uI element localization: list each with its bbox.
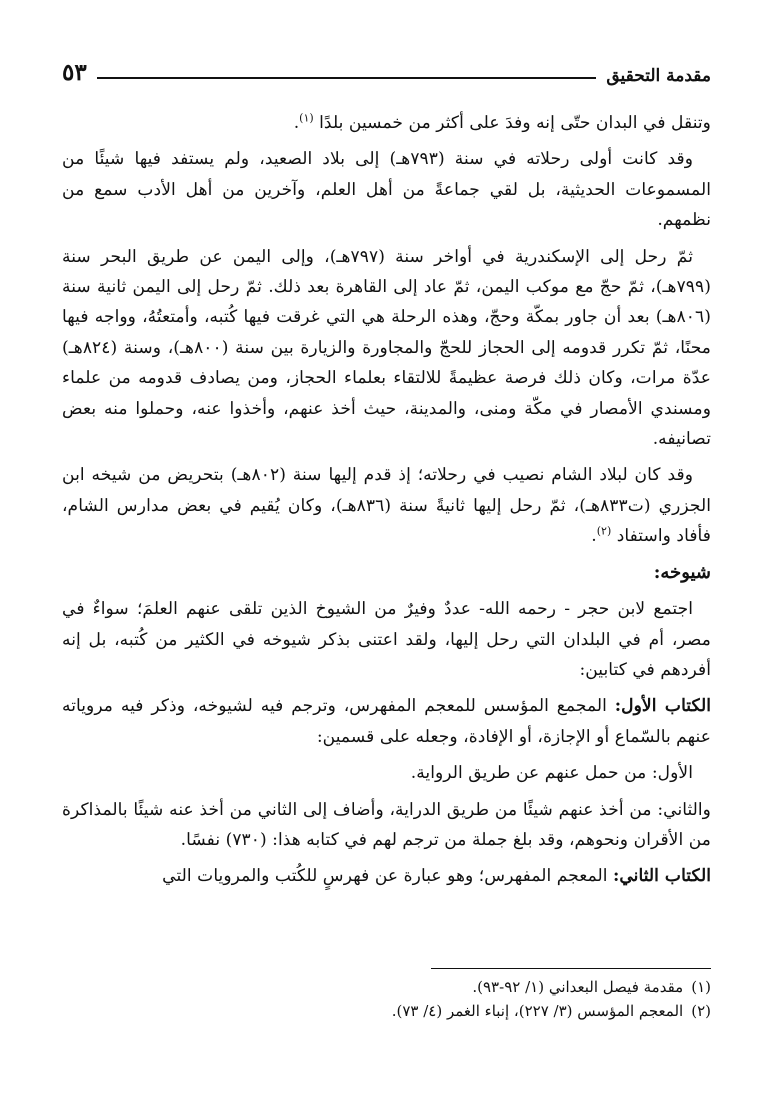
paragraph-first-journey: وقد كانت أولى رحلاته في سنة (٧٩٣هـ) إلى بلاد الصعيد، ولم يستفد فيها شيئًا من المسموعات الحديثية، بل لقي جماعةً من أهل العلم، وآخرين من أهل الأدب سمع من نظمهم. xyxy=(62,149,711,231)
second-book-label: الكتاب الثاني: xyxy=(613,866,711,887)
paragraph-teachers: اجتمع لابن حجر - رحمه الله- عددٌ وفيرٌ من الشيوخ الذين تلقى عنهم العلمَ؛ سواءٌ في مصر، أم في البلدان التي رحل إليها، ولقد اعتنى بذكر شيوخه في الكثير من كُتبه، بل إنه أفردهم في كتابين: xyxy=(62,599,711,680)
first-book-label: الكتاب الأول: xyxy=(614,696,711,717)
paragraph-text: وتنقل في البدان حتّى إنه وفدَ على أكثر من خمسين بلدًا xyxy=(319,113,711,133)
footnotes xyxy=(62,968,711,1023)
paragraph-end: . xyxy=(591,526,597,547)
paragraph-end: . xyxy=(293,113,300,133)
footnote-number: (١) xyxy=(691,978,711,996)
footnote-text: مقدمة فيصل البعداني (١/ ٩٢-٩٣). xyxy=(472,978,684,996)
page-number: ٥٣ xyxy=(62,59,87,86)
running-title: مقدمة التحقيق xyxy=(606,66,711,86)
paragraph-first-part: الأول: من حمل عنهم عن طريق الرواية. xyxy=(410,763,693,784)
footnote-2 xyxy=(62,999,711,1023)
footnote-text: المعجم المؤسس (٣/ ٢٢٧)، إنباء الغمر (٤/ ٧٣). xyxy=(391,1002,684,1020)
footnote-number: (٢) xyxy=(691,1002,711,1020)
footnote-1 xyxy=(62,975,711,999)
paragraph-travels-count xyxy=(62,108,711,138)
footnote-ref: (١) xyxy=(299,111,314,125)
footnote-rule xyxy=(431,968,711,969)
footnote-ref: (٢) xyxy=(596,524,612,538)
paragraph-first-book xyxy=(62,691,711,752)
main-text xyxy=(62,108,711,898)
section-heading: شيوخه: xyxy=(653,561,711,583)
page-header xyxy=(62,58,711,86)
paragraph-journeys: ثمّ رحل إلى الإسكندرية في أواخر سنة (٧٩٧هـ)، وإلى اليمن عن طريق البحر سنة (٧٩٩هـ)، ثمّ حجّ مع موكب اليمن، ثمّ عاد إلى القاهرة بعد ذلك. ثمّ رحل إلى اليمن ثانية سنة (٨٠٦هـ) بعد أن جاور بمكّة وحجّ، وهذه الرحلة هي التي غرقت فيها كُتبه، وأمتعتُهُ، وواجه فيها محنًا، ثمّ تكرر قدومه إلى الحجاز للحجّ والمجاورة والزيارة بين سنة (٨٠٠هـ)، وسنة (٨٢٤هـ) عدّة مرات، وكان ذلك فرصة عظيمةً للالتقاء بعلماء الحجاز، ومن يصادف قدومه من علماء ومسندي الأمصار في مكّة ومنى، والمدينة، حيث أخذ عنهم، وأخذوا عنه، وحملوا منه بعض تصانيفه. xyxy=(62,246,712,450)
paragraph-text: المعجم المفهرس؛ وهو عبارة عن فهرسٍ للكُتب والمرويات التي xyxy=(162,866,614,887)
header-rule xyxy=(97,77,597,79)
paragraph-second-part: والثاني: من أخذ عنهم شيئًا من طريق الدراية، وأضاف إلى الثاني من أخذ عنه شيئًا بالمذاكرة من الأقران ونحوهم، وقد بلغ جملة من ترجم لهم في كتابه هذا: (٧٣٠) نفسًا. xyxy=(62,799,711,850)
paragraph-text: المجمع المؤسس للمعجم المفهرس، وترجم فيه لشيوخه، وذكر فيه مروياته عنهم بالسّماع أو الإجازة، أو الإفادة، وجعله على قسمين: xyxy=(62,696,711,747)
paragraph-sham xyxy=(62,460,711,551)
paragraph-text: وقد كان لبلاد الشام نصيب في رحلاته؛ إذ قدم إليها سنة (٨٠٢هـ) بتحريض من شيخه ابن الجزري (ت٨٣٣هـ)، ثمّ رحل إليها ثانيةً سنة (٨٣٦هـ)، وكان يُقيم في بعض مدارس الشام، فأفاد واستفاد xyxy=(62,465,711,547)
paragraph-second-book xyxy=(62,861,711,891)
